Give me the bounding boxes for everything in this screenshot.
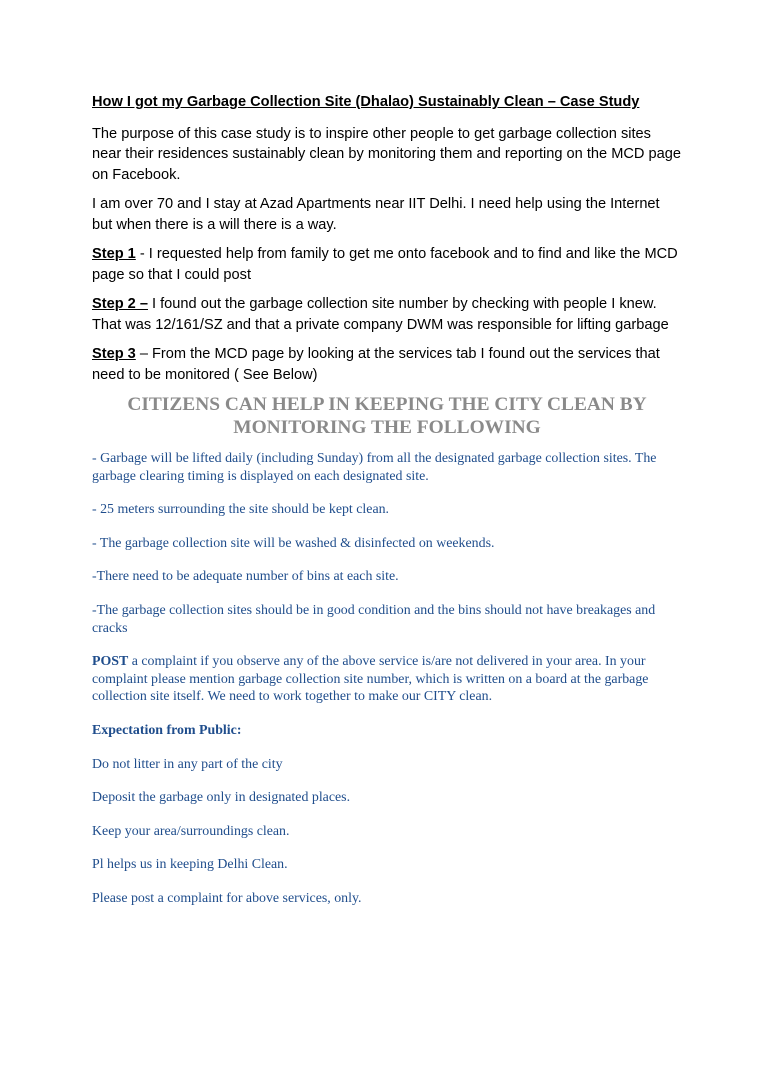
expectation-item: Please post a complaint for above services, only. — [92, 890, 362, 906]
step-2-text: I found out the garbage collection site number by checking with people I knew. That was 12/161/SZ and that a private company DWM was responsible for lifting garbage — [92, 296, 669, 333]
expectation-heading: Expectation from Public: — [92, 722, 242, 738]
intro-purpose-paragraph: The purpose of this case study is to inspire other people to get garbage collection sites near their residences sustainably clean by monitoring them and reporting on the MCD page on Facebook. — [92, 125, 681, 183]
step-1-label: Step 1 — [92, 246, 136, 262]
step-1-text: - I requested help from family to get me onto facebook and to find and like the MCD page so that I could post — [92, 246, 678, 283]
post-text: a complaint if you observe any of the above service is/are not delivered in your area. In your complaint please mention garbage collection site number, which is written on a board at the garbage collection site itself. We need to work together to make our CITY clean. — [92, 654, 649, 705]
monitor-item: -The garbage collection sites should be in good condition and the bins should not have breakages and cracks — [92, 602, 656, 636]
expectation-item: Pl helps us in keeping Delhi Clean. — [92, 857, 288, 873]
document-title: How I got my Garbage Collection Site (Dhalao) Sustainably Clean – Case Study — [92, 94, 640, 110]
monitor-item: - Garbage will be lifted daily (including Sunday) from all the designated garbage collection sites. The garbage clearing timing is displayed on each designated site. — [92, 451, 657, 484]
monitor-item: - 25 meters surrounding the site should be kept clean. — [92, 502, 390, 518]
expectation-item: Do not litter in any part of the city — [92, 756, 283, 772]
step-2-paragraph — [92, 294, 682, 335]
monitor-heading: CITIZENS CAN HELP IN KEEPING THE CITY CLEAN BY MONITORING THE FOLLOWING — [127, 394, 647, 438]
step-3-paragraph — [92, 344, 682, 385]
step-2-label: Step 2 – — [92, 296, 148, 312]
post-complaint-paragraph — [92, 653, 682, 706]
step-1-paragraph — [92, 244, 682, 285]
expectation-item: Deposit the garbage only in designated places. — [92, 790, 351, 806]
post-keyword: POST — [92, 654, 129, 670]
expectation-item: Keep your area/surroundings clean. — [92, 823, 290, 839]
document-page — [92, 92, 682, 924]
step-3-label: Step 3 — [92, 346, 136, 362]
step-3-text: – From the MCD page by looking at the services tab I found out the services that need to be monitored ( See Below) — [92, 346, 660, 383]
intro-about-paragraph: I am over 70 and I stay at Azad Apartments near IIT Delhi. I need help using the Internet but when there is a will there is a way. — [92, 196, 660, 233]
monitor-item: -There need to be adequate number of bins at each site. — [92, 569, 399, 585]
monitor-item: - The garbage collection site will be washed & disinfected on weekends. — [92, 535, 495, 551]
